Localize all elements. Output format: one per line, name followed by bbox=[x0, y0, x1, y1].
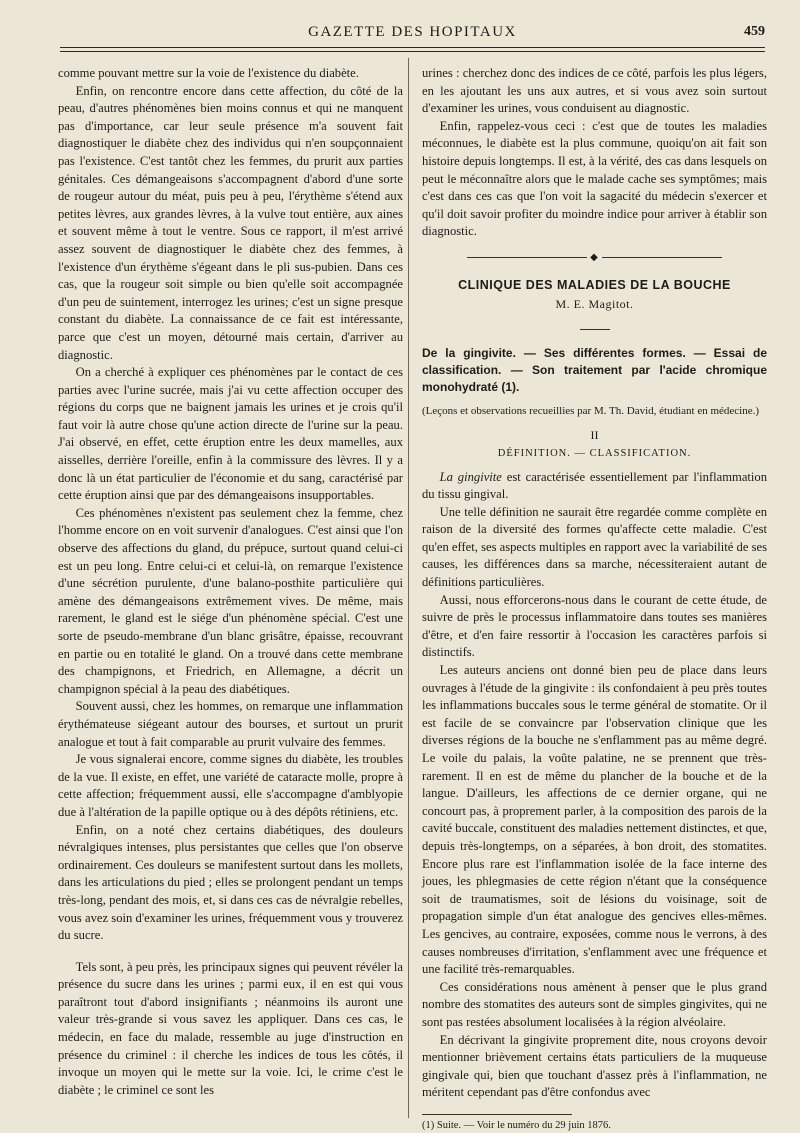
paragraph: Aussi, nous efforcerons-nous dans le courant de cette étude, de suivre de près le processus inflammatoire dans toutes ses manières d'être, et d'en faire ressortir à l'occasion les caractères parfois si distinctifs. bbox=[422, 592, 767, 660]
article-subtitle: De la gingivite. — Ses différentes formes. — Essai de classification. — Son traitement par l'acide chromique monohydraté (1). bbox=[422, 346, 767, 395]
paragraph: Enfin, rappelez-vous ceci : c'est que de toutes les maladies méconnues, le diabète est la plus commune, quoiqu'on ait fait son histoire depuis longtemps. Il est, à la vérité, des cas dans lesquels on peut le méconnaître alors que le malade cache ses symptômes; mais c'est dans ces cas que l'on voit la sagacité du médecin s'exercer et qu'il doit savoir profiter du moindre indice pour arriver à établir son diagnostic. bbox=[422, 118, 767, 239]
header-rule bbox=[60, 47, 765, 48]
paragraph: On a cherché à expliquer ces phénomènes par le contact de ces parties avec l'urine sucrée, mais j'ai vu cette affection occuper des régions du corps que ne baignent jamais les urines et je crois qu'il faut voir là autre chose qu'une action directe de l'urine sur la peau. J'ai observé, en effet, cette éruption entre les deux mamelles, aux aisselles, derrière l'oreille, enfin à la commissure des lèvres. Il y a donc là un état particulier de l'économie et du sang, caractérisé par cette éruption ainsi que par des démangeaisons insupportables. bbox=[58, 365, 403, 503]
column-divider bbox=[408, 58, 409, 1118]
paragraph: Les auteurs anciens ont donné bien peu de place dans leurs ouvrages à l'étude de la gingivite : ils confondaient à peu près toutes les inflammations buccales sous le terme général de stomatite. Or il est facile de se convaincre par l'observation clinique que les diverses régions de la bouche ne s'enflamment pas au même degré. Le voile du palais, la voûte palatine, ne se prennent que très-rarement. Il en est de même du plancher de la bouche et de la langue. D'ailleurs, les affections de ce dernier organe, qui ne concourt pas, à proprement parler, à la composition des parois de la cavité buccale, constituent des maladies nettement distinctes, et que, depuis très-longtemps, on a séparées, à bon droit, des stomatites. Encore plus rare est l'inflammation isolée de la face interne des joues, les phlegmasies de cette région n'étant que la conséquence soit de traumatismes, soit de lésions du voisinage, soit de propagation simple d'un état analogue des gencives elles-mêmes. Les gencives, au contraire, exposées, comme nous le verrons, à des causes nombreuses d'irritation, s'enflamment avec une fréquence et une facilité très-remarquables. bbox=[422, 663, 767, 977]
section-separator: ◆ bbox=[422, 249, 767, 267]
paragraph: Enfin, on rencontre encore dans cette affection, du côté de la peau, d'autres phénomènes bien moins connus et qui ne manquent pas d'importance, car leur seule présence m'a souvent fait diagnostiquer le diabète chez des individus qui n'en soupçonnaient pas l'existence. C'est tantôt chez les femmes, du prurit aux parties génitales. Ces démangeaisons s'accompagnent d'abord d'une sorte de rougeur autour du méat, puis peu à peu, l'érythème s'étend aux petites lèvres, aux grandes lèvres, à la vulve tout entière, aux aines et souvent même à tout le ventre. Sous ce rapport, il m'est arrivé assez souvent de diagnostiquer le diabète chez des femmes, à l'existence d'un érythème s'égeant dans le pli sus-pubien. Dans ces cas, que la rougeur soit simple ou bien qu'elle soit accompagnée d'un peu de suintement, interrogez les urines; c'est un signe presque constant du diabète. La connaissance de ce fait est intéressante, parce que c'est un moyen, détourné mais certain, d'arriver au diagnostic. bbox=[58, 83, 403, 362]
paragraph: En décrivant la gingivite proprement dite, nous croyons devoir mentionner brièvement certains états particuliers de la muqueuse gingivale qui, bien que touchant d'assez près à l'inflammation, ne méritent cependant pas d'être confondus avec bbox=[422, 1032, 767, 1100]
definition-text: est caractérisée essentiellement par l'inflammation du tissu gingival. bbox=[422, 469, 768, 502]
footnote-rule bbox=[422, 1114, 572, 1115]
paragraph: Tels sont, à peu près, les principaux signes qui peuvent révéler la présence du sucre dans les urines ; parmi eux, il en est qui vous paraîtront tout d'abord insignifiants ; néanmoins ils auront une valeur très-grande si vous savez les appliquer. Dans ces cas, le médecin, en face du malade, ressemble au juge d'instruction en présence du criminel : il cherche les indices de tous les côtés, il invoque un moyen qui le mette sur la voie. Ici, le crime c'est le diabète ; le criminel ce sont les bbox=[58, 959, 403, 1097]
paragraph: urines : cherchez donc des indices de ce côté, parfois les plus légers, en les ajoutant les uns aux autres, et si vous avez soin surtout d'examiner les urines, vous conduisent au diagnostic. bbox=[422, 66, 767, 116]
paragraph: Ces phénomènes n'existent pas seulement chez la femme, chez l'homme encore on en voit survenir d'analogues. C'est ainsi que l'on observe des affections du gland, du prépuce, surtout quand celui-ci est un peu long. Entre celui-ci et celui-là, on remarque l'existence d'une sécrétion purulente, d'une balano-posthite particulière qui amène des démangeaisons extrêmement vives. De même, mais rarement, le gland est le siége d'un phénomène spécial. C'est une sorte de pseudo-membrane d'un blanc grisâtre, épaisse, recouvrant en partie ou en totalité le gland. On a trouvé dans cette membrane des champignons, et Friedrich, en Allemagne, a décrit un champignon spécial à la peau des diabétiques. bbox=[58, 505, 403, 696]
chapter-number: II bbox=[590, 428, 599, 443]
header-rule-thin bbox=[60, 51, 765, 52]
article-author: M. E. Magitot. bbox=[555, 297, 634, 312]
article-credit: (Leçons et observations recueillies par M. Th. David, étudiant en médecine.) bbox=[422, 405, 760, 418]
journal-title: GAZETTE DES HOPITAUX bbox=[308, 24, 517, 40]
left-column bbox=[58, 65, 403, 1099]
section-title: CLINIQUE DES MALADIES DE LA BOUCHE bbox=[458, 277, 731, 292]
right-column bbox=[422, 65, 767, 1133]
page-number: 459 bbox=[744, 24, 765, 39]
paragraph: comme pouvant mettre sur la voie de l'existence du diabète. bbox=[58, 66, 359, 80]
definition-term: La gingivite bbox=[439, 469, 502, 484]
paragraph: Je vous signalerai encore, comme signes du diabète, les troubles de la vue. Il existe, en effet, une variété de cataracte molle, propre à cette affection; fréquemment aussi, elle s'accompagne d'amblyopie due à l'altération de la papille optique ou à des dépôts rétiniens, etc. bbox=[58, 752, 403, 819]
chapter-heading: DÉFINITION. — CLASSIFICATION. bbox=[497, 447, 692, 459]
page-header bbox=[60, 22, 765, 44]
paragraph: Souvent aussi, chez les hommes, on remarque une inflammation érythémateuse siégeant autour des bourses, et surtout un prurit analogue et tout à fait comparable au prurit vulvaire des femmes. bbox=[58, 699, 403, 749]
paragraph: Enfin, on a noté chez certains diabétiques, des douleurs névralgiques intenses, plus persistantes que celles que l'on observe ordinairement. Ces douleurs se manifestent surtout dans les mollets, dans les articulations du pied ; elles se prolongent pendant un temps très-long, pendant des mois, et, si dans ces cas de névralgie rebelles, vous avez soin d'examiner les urines, fréquemment vous y trouverez du sucre. bbox=[58, 822, 403, 943]
paragraph: Une telle définition ne saurait être regardée comme complète en raison de la diversité des formes qu'affecte cette maladie. C'est qu'en effet, ses aspects multiples en rapport avec la variabilité de ses causes, les différences dans sa marche, nécessiteraient autant de définitions particulières. bbox=[422, 504, 767, 590]
definition-paragraph bbox=[422, 469, 767, 504]
short-rule bbox=[422, 318, 767, 336]
footnote: (1) Suite. — Voir le numéro du 29 juin 1876. bbox=[422, 1119, 611, 1131]
paragraph: Ces considérations nous amènent à penser que le plus grand nombre des stomatites des auteurs sont de simples gingivites, qui ne sont pas restées absolument localisées à la région alvéolaire. bbox=[422, 979, 767, 1029]
